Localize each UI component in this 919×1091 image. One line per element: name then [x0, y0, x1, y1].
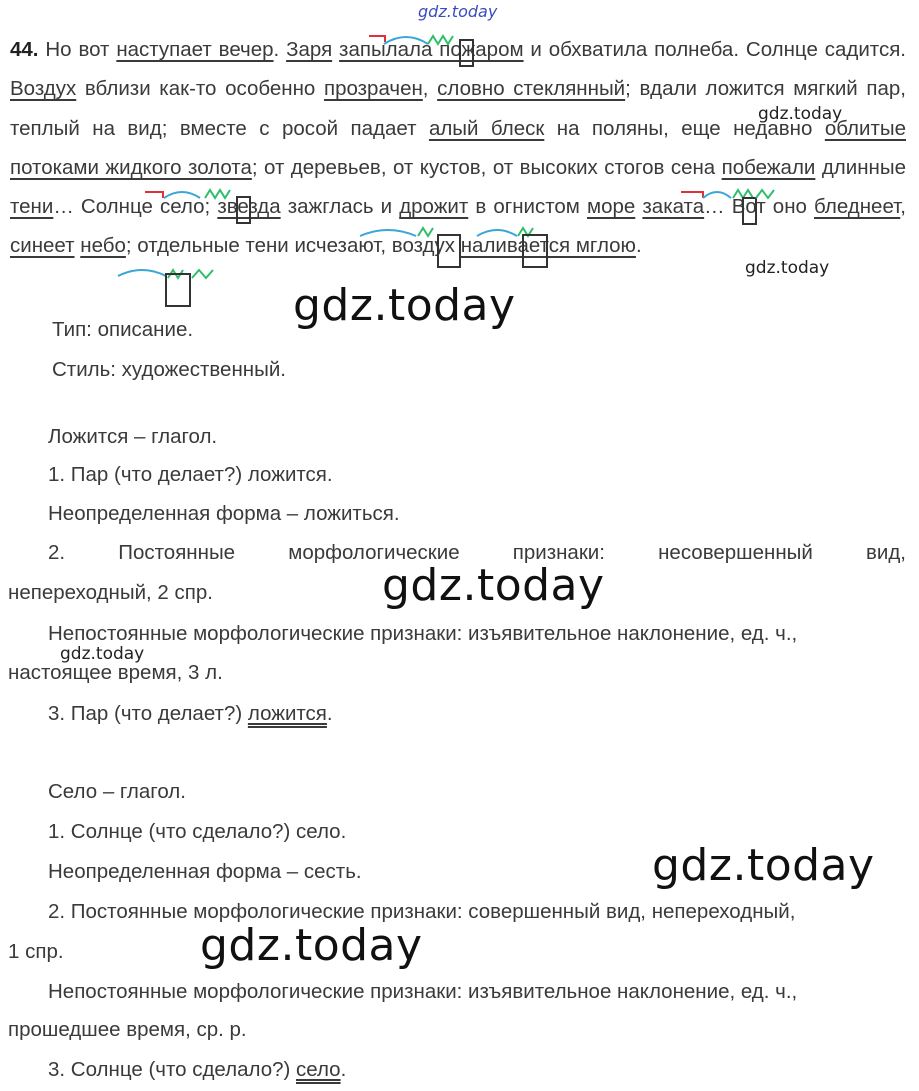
- suffix-mark: [756, 190, 774, 198]
- root-arc: [477, 230, 517, 236]
- root-arc: [360, 230, 416, 236]
- text-type: Тип: описание.: [52, 318, 194, 341]
- watermark-large: gdz.today: [200, 920, 423, 971]
- word: Постоянные: [118, 541, 236, 564]
- verb2-point1: 1. Солнце (что сделало?) село.: [48, 820, 347, 843]
- text-run: Но вот: [38, 38, 117, 61]
- ending-box: [438, 235, 460, 267]
- underlined-phrase: небо: [80, 234, 126, 258]
- underlined-phrase: море: [586, 195, 636, 219]
- text-run: ; вдали ложится мягкий пар, теплый на вид; вместе с росой падает: [10, 77, 906, 140]
- verb1-point2-line1: [48, 541, 906, 565]
- text-style: Стиль: художественный.: [52, 358, 286, 381]
- watermark-large: gdz.today: [652, 840, 875, 891]
- text-run: в огнистом: [468, 195, 587, 219]
- prefix-mark: [681, 192, 703, 198]
- root-arc: [703, 192, 731, 198]
- word: вид,: [865, 541, 906, 564]
- underlined-phrase: словно стеклянный: [437, 77, 626, 101]
- text-run: ; отдельные тени исчезают, воздух: [125, 234, 461, 258]
- morpheme-marks: [0, 0, 919, 320]
- underlined-phrase: Воздух: [10, 77, 77, 101]
- verb1-title: Ложится – глагол.: [48, 425, 218, 448]
- verb2-infinitive: Неопределенная форма – сесть.: [48, 860, 362, 883]
- period: .: [340, 1058, 347, 1081]
- text-run: .: [273, 38, 287, 61]
- underlined-phrase: наступает вечер: [116, 38, 274, 61]
- underlined-phrase: наливается мглою: [460, 234, 636, 258]
- underlined-phrase: побежали: [721, 155, 816, 179]
- prefix-mark: [145, 192, 163, 198]
- verb2-point4: [48, 1058, 346, 1082]
- underlined-phrase: дрожит: [399, 195, 469, 219]
- underlined-phrase: заката: [642, 195, 705, 219]
- verb1-infinitive: Неопределенная форма – ложиться.: [48, 502, 400, 525]
- underlined-phrase: Заря: [286, 38, 333, 61]
- underlined-phrase: синеет: [10, 234, 75, 258]
- verb1-point4: [48, 702, 333, 726]
- point-text: 3. Пар (что делает?): [48, 702, 248, 725]
- verb2-point2-line1: 2. Постоянные морфологические признаки: совершенный вид, непереходный,: [48, 900, 796, 923]
- text-run: длинные: [815, 155, 906, 179]
- word: 2.: [48, 541, 66, 564]
- text-run: .: [635, 234, 642, 258]
- text-run: … Солнце село;: [53, 195, 218, 219]
- watermark-small: gdz.today: [60, 644, 145, 664]
- period: .: [326, 702, 333, 725]
- predicate-word: ложится: [247, 702, 327, 725]
- verb2-point2-line2: 1 спр.: [8, 940, 64, 963]
- word: несовершенный: [658, 541, 813, 564]
- watermark-top: gdz.today: [418, 2, 498, 21]
- watermark-large: gdz.today: [382, 560, 605, 611]
- suffix-mark: [192, 270, 213, 278]
- text-run: зажглась и: [280, 195, 400, 219]
- text-run: на поляны, еще недавно: [544, 116, 825, 140]
- text-run: … Вот оно: [704, 195, 815, 219]
- watermark-small: gdz.today: [745, 258, 830, 278]
- predicate-word: село: [296, 1058, 341, 1081]
- prefix-mark: [369, 36, 385, 42]
- root-arc: [384, 37, 428, 44]
- suffix-mark: [418, 228, 433, 236]
- verb2-point3-line2: прошедшее время, ср. р.: [8, 1018, 247, 1041]
- ending-box: [460, 40, 473, 66]
- text-run: ,: [900, 195, 906, 219]
- root-arc: [118, 270, 166, 276]
- point-text: 3. Солнце (что сделало?): [48, 1058, 297, 1081]
- exercise-number: 44.: [10, 38, 39, 61]
- underlined-phrase: звезда: [217, 195, 281, 219]
- text-run: вблизи как-то особенно: [76, 77, 324, 101]
- underlined-phrase: прозрачен: [323, 77, 423, 101]
- underlined-phrase: облитые потоками жидкого золота: [10, 116, 906, 179]
- watermark-large: gdz.today: [293, 280, 516, 331]
- underlined-phrase: бледнеет: [814, 195, 901, 219]
- text-run: и обхватила полнеба. Солнце садится.: [523, 38, 906, 61]
- ending-box: [237, 197, 250, 223]
- text-run: ,: [422, 77, 438, 101]
- verb1-point3-line2: настоящее время, 3 л.: [8, 661, 223, 684]
- word: морфологические: [288, 541, 460, 564]
- underlined-phrase: алый блеск: [428, 116, 545, 140]
- underlined-phrase: запылала пожаром: [339, 38, 524, 61]
- verb1-point3-line1: Непостоянные морфологические признаки: изъявительное наклонение, ед. ч.,: [48, 622, 798, 645]
- root-arc: [164, 192, 200, 198]
- verb1-point2-line2: непереходный, 2 спр.: [8, 581, 213, 604]
- ending-box: [523, 235, 547, 267]
- watermark-small: gdz.today: [758, 104, 843, 124]
- verb2-point3-line1: Непостоянные морфологические признаки: изъявительное наклонение, ед. ч.,: [48, 980, 798, 1003]
- suffix-mark: [205, 190, 230, 198]
- text-run: ; от деревьев, от кустов, от высоких стогов сена: [251, 155, 722, 179]
- verb2-title: Село – глагол.: [48, 780, 186, 803]
- suffix-mark: [733, 190, 753, 198]
- verb1-point1: 1. Пар (что делает?) ложится.: [48, 463, 333, 486]
- ending-box: [743, 198, 756, 224]
- suffix-mark: [428, 36, 453, 44]
- word: признаки:: [512, 541, 605, 564]
- underlined-phrase: тени: [10, 195, 54, 219]
